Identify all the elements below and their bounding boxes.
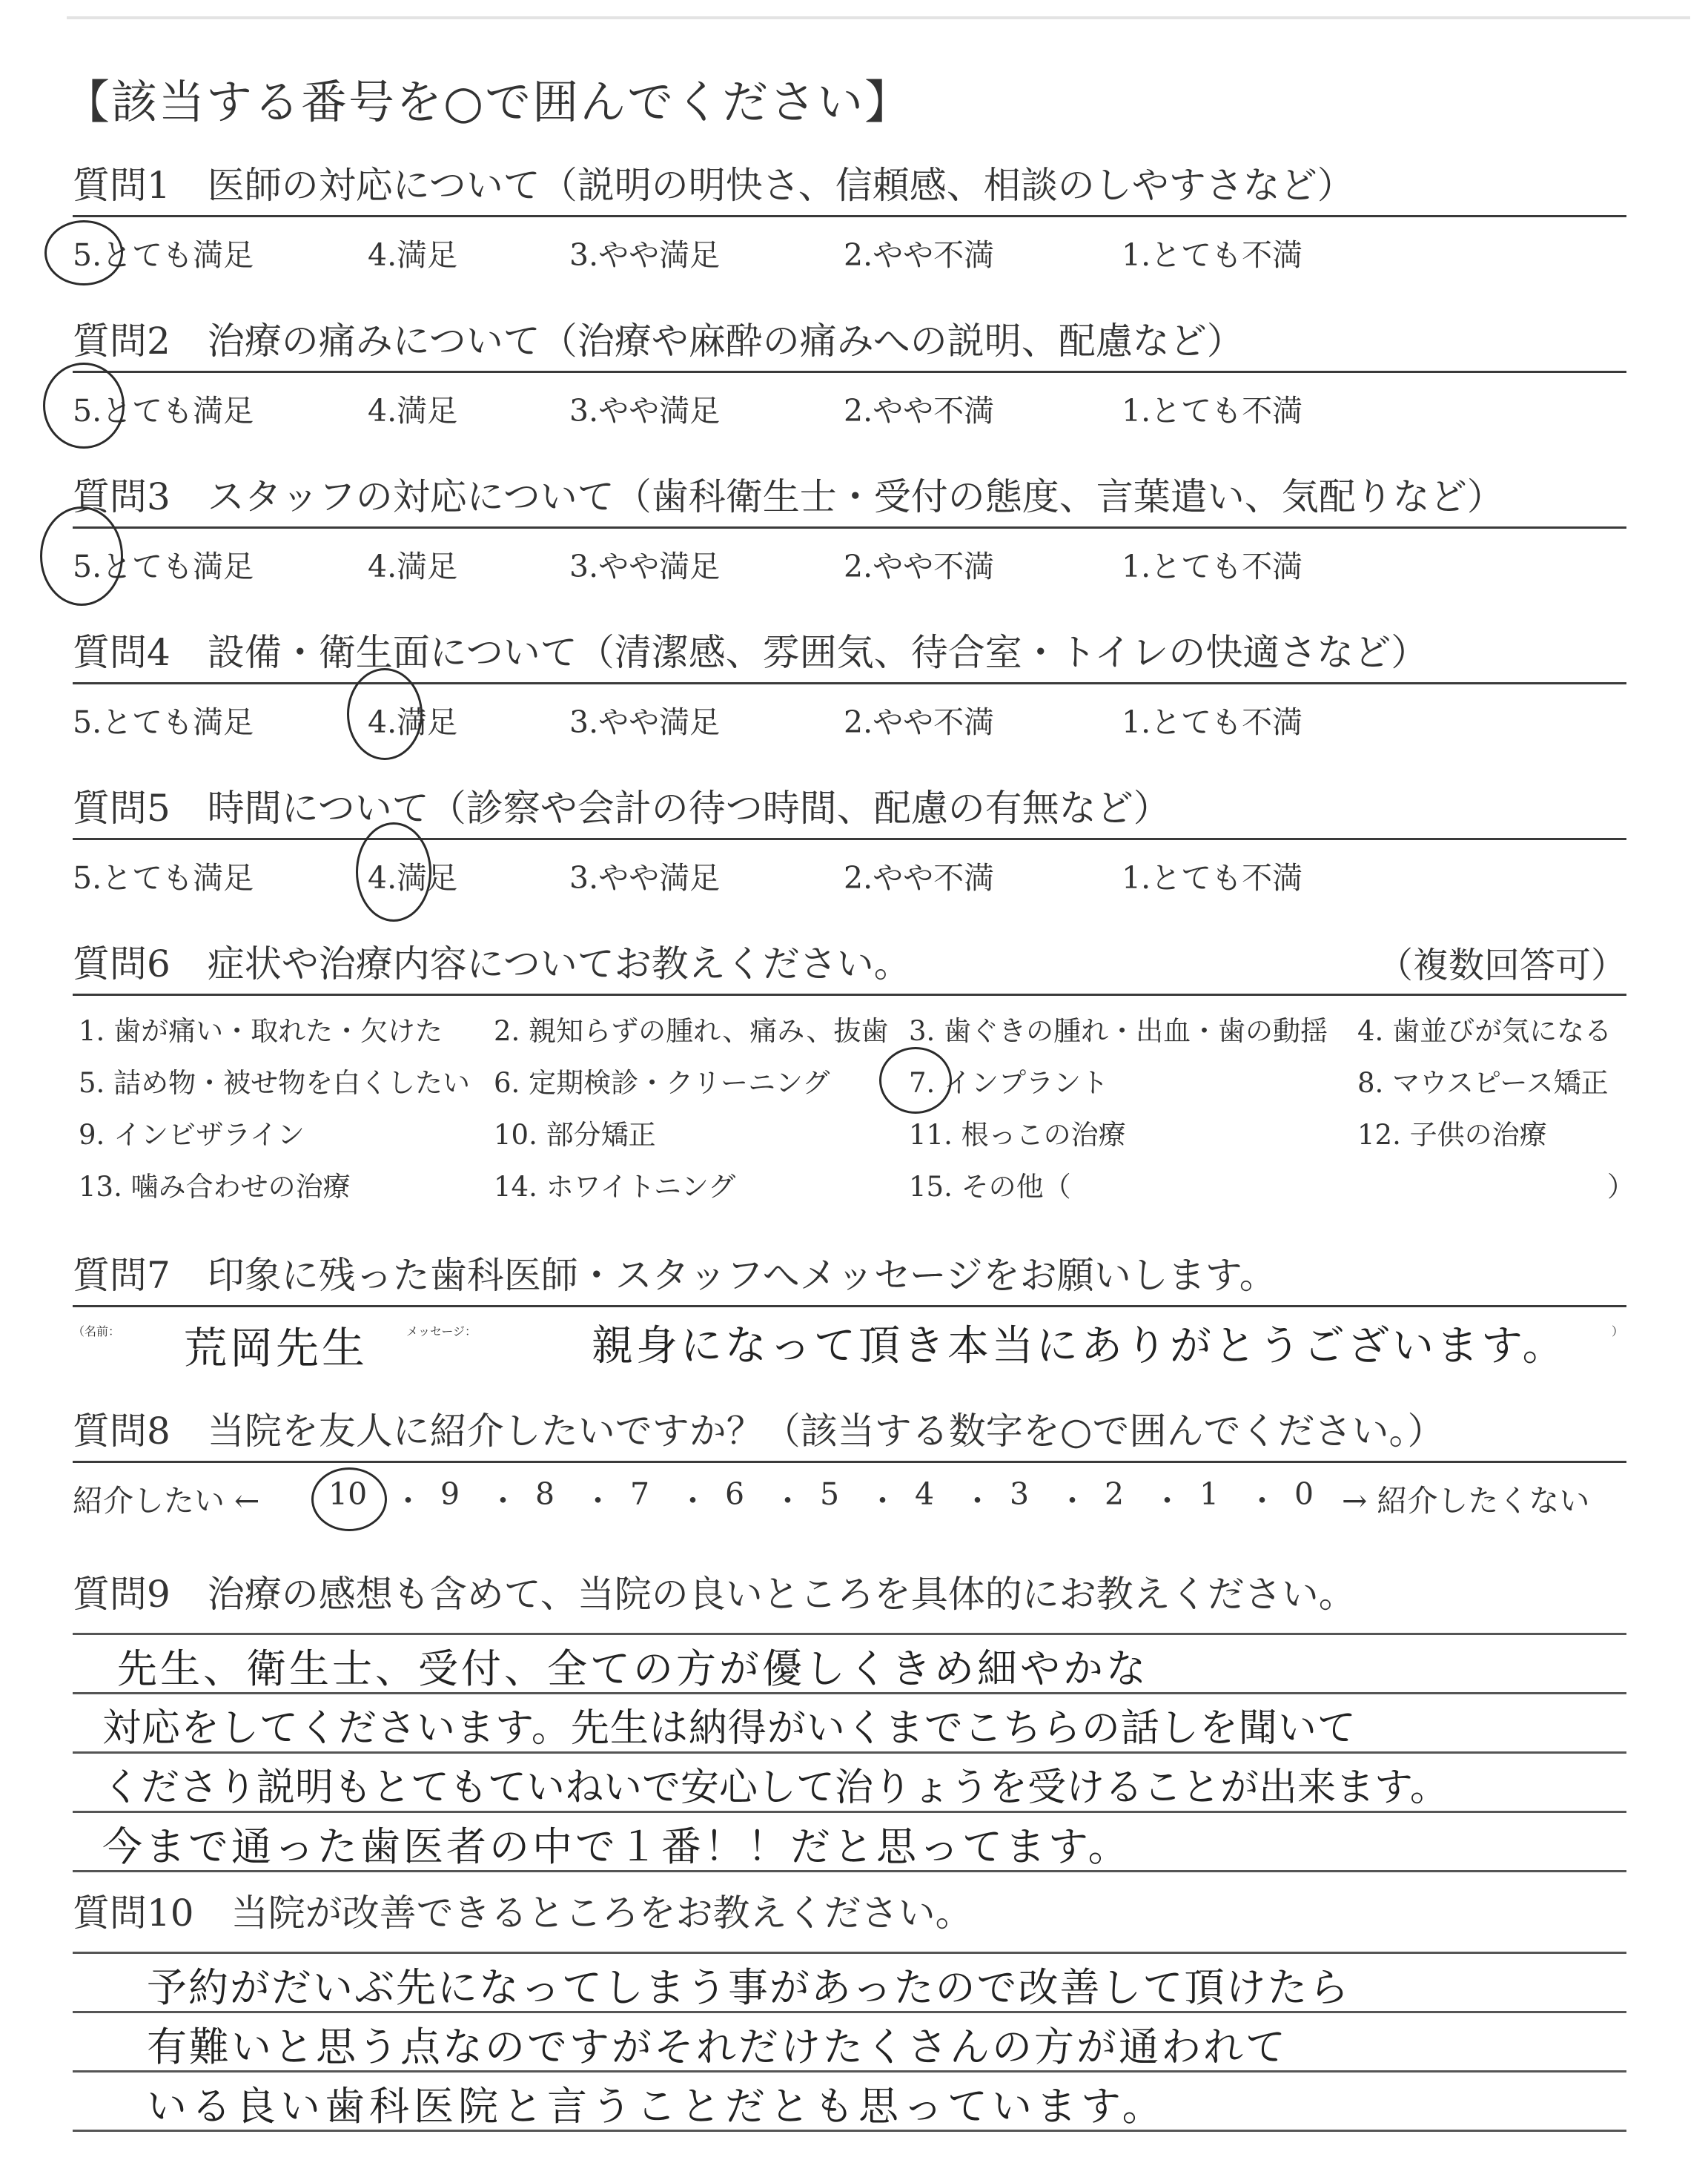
question-4: [73, 623, 1626, 751]
option-1[interactable]: 1.とても不満: [1122, 393, 1303, 429]
scale-dot: ・: [393, 1483, 423, 1519]
selected-circle: [40, 506, 123, 606]
question-1: [73, 156, 1626, 284]
question-header: [73, 1565, 1626, 1624]
symptom-option-3[interactable]: 3. 歯ぐきの腫れ・出血・歯の動揺: [909, 1015, 1328, 1047]
option-5[interactable]: 5.とても満足: [73, 704, 254, 740]
answer-line[interactable]: 有難いと思う点なのですがそれだけたくさんの方が通われて: [147, 2024, 1288, 2070]
scale-4[interactable]: 4: [915, 1476, 935, 1512]
not-recommend-label: → 紹介したくない: [1342, 1483, 1590, 1519]
scale-8[interactable]: 8: [535, 1476, 555, 1512]
question-header: [73, 467, 1626, 529]
scale-dot: ・: [678, 1483, 708, 1519]
answer-line[interactable]: いる良い歯科医院と言うことだとも思っています。: [147, 2083, 1167, 2130]
option-5[interactable]: 5.とても満足: [73, 237, 254, 273]
scale-dot: ・: [1247, 1483, 1277, 1519]
scale-7[interactable]: 7: [630, 1476, 650, 1512]
option-2[interactable]: 2.やや不満: [844, 704, 995, 740]
ruled-line: [73, 1633, 1626, 1635]
scale-9[interactable]: 9: [440, 1476, 460, 1512]
question-header: [73, 623, 1626, 684]
symptom-option-8[interactable]: 8. マウスピース矯正: [1357, 1067, 1609, 1099]
question-header: [73, 1401, 1626, 1463]
question-1-title: 質問1 医師の対応について（説明の明快さ、信頼感、相談のしやすさなど）: [73, 164, 1354, 207]
symptom-option-7[interactable]: 7. インプラント: [909, 1067, 1109, 1099]
other-close-paren: ）: [1607, 1171, 1635, 1203]
name-value[interactable]: 荒岡先生: [184, 1323, 368, 1373]
message-value[interactable]: 親身になって頂き本当にありがとうございます。: [592, 1322, 1567, 1370]
scale-3[interactable]: 3: [1010, 1476, 1030, 1512]
scale-dot: ・: [867, 1483, 898, 1519]
name-label: （名前：: [73, 1324, 121, 1338]
question-5-title: 質問5 時間について（診察や会計の待つ時間、配慮の有無など）: [73, 787, 1171, 830]
symptom-option-10[interactable]: 10. 部分矯正: [494, 1119, 656, 1151]
symptom-option-5[interactable]: 5. 詰め物・被せ物を白くしたい: [79, 1067, 471, 1099]
question-6: [73, 934, 1635, 1216]
question-9-title: 質問9 治療の感想も含めて、当院の良いところを具体的にお教えください。: [73, 1573, 1356, 1616]
question-8: [73, 1401, 1626, 1530]
rating-options: [73, 840, 1626, 907]
symptom-option-14[interactable]: 14. ホワイトニング: [494, 1171, 736, 1203]
option-5[interactable]: 5.とても満足: [73, 393, 254, 429]
page-title: 【該当する番号を○で囲んでください】: [64, 75, 913, 129]
option-1[interactable]: 1.とても不満: [1122, 704, 1303, 740]
scale-dot: ・: [772, 1483, 803, 1519]
option-3[interactable]: 3.やや満足: [569, 704, 721, 740]
option-3[interactable]: 3.やや満足: [569, 860, 721, 896]
message-close-paren: ）: [1612, 1324, 1624, 1338]
option-4[interactable]: 4.満足: [368, 393, 458, 429]
question-10-title: 質問10 当院が改善できるところをお教えください。: [73, 1892, 973, 1935]
question-header: [73, 1883, 1626, 1943]
question-5: [73, 779, 1626, 907]
selected-circle: [356, 822, 431, 922]
option-2[interactable]: 2.やや不満: [844, 549, 995, 584]
option-1[interactable]: 1.とても不満: [1122, 237, 1303, 273]
question-7: [73, 1246, 1626, 1374]
option-5[interactable]: 5.とても満足: [73, 860, 254, 896]
rating-options: [73, 373, 1626, 440]
option-4[interactable]: 4.満足: [368, 860, 458, 896]
question-2-title: 質問2 治療の痛みについて（治療や麻酔の痛みへの説明、配慮など）: [73, 320, 1244, 363]
answer-line[interactable]: 対応をしてくださいます。先生は納得がいくまでこちらの話しを聞いて: [102, 1706, 1357, 1751]
selected-circle: [347, 668, 423, 760]
scale-6[interactable]: 6: [725, 1476, 745, 1512]
question-9: [73, 1565, 1626, 1870]
question-6-title: 質問6 症状や治療内容についてお教えください。: [73, 942, 911, 985]
answer-line[interactable]: 先生、衛生士、受付、全ての方が優しくきめ細やかな: [117, 1645, 1149, 1692]
question-3: [73, 467, 1626, 595]
scale-5[interactable]: 5: [820, 1476, 840, 1512]
answer-line[interactable]: 今まで通った歯医者の中で１番！！だと思ってます。: [102, 1823, 1131, 1870]
scale-dot: ・: [1057, 1483, 1088, 1519]
option-2[interactable]: 2.やや不満: [844, 860, 995, 896]
symptom-option-12[interactable]: 12. 子供の治療: [1357, 1119, 1547, 1151]
recommend-scale: [73, 1463, 1626, 1530]
option-5[interactable]: 5.とても満足: [73, 549, 254, 584]
option-3[interactable]: 3.やや満足: [569, 393, 721, 429]
rating-options: [73, 684, 1626, 751]
question-10: [73, 1883, 1626, 2150]
symptom-option-6[interactable]: 6. 定期検診・クリーニング: [494, 1067, 830, 1099]
scale-2[interactable]: 2: [1105, 1476, 1125, 1512]
scale-10[interactable]: 10: [328, 1476, 368, 1512]
symptom-option-11[interactable]: 11. 根っこの治療: [909, 1119, 1126, 1151]
symptom-option-13[interactable]: 13. 噛み合わせの治療: [79, 1171, 351, 1203]
scale-dot: ・: [488, 1483, 518, 1519]
selected-circle: [44, 220, 123, 285]
option-3[interactable]: 3.やや満足: [569, 549, 721, 584]
ruled-line: [73, 1952, 1626, 1954]
question-2: [73, 311, 1626, 440]
symptom-option-2[interactable]: 2. 親知らずの腫れ、痛み、抜歯: [494, 1015, 889, 1047]
rating-options: [73, 217, 1626, 284]
answer-line[interactable]: くださり説明もとてもていねいで安心して治りょうを受けることが出来ます。: [102, 1766, 1449, 1810]
option-4[interactable]: 4.満足: [368, 237, 458, 273]
symptom-option-4[interactable]: 4. 歯並びが気になる: [1357, 1015, 1612, 1047]
symptom-option-1[interactable]: 1. 歯が痛い・取れた・欠けた: [79, 1015, 443, 1047]
scale-dot: ・: [1152, 1483, 1182, 1519]
selected-circle: [879, 1047, 952, 1114]
rating-options: [73, 529, 1626, 595]
option-2[interactable]: 2.やや不満: [844, 393, 995, 429]
scale-0[interactable]: 0: [1294, 1476, 1314, 1512]
question-4-title: 質問4 設備・衛生面について（清潔感、雰囲気、待合室・トイレの快適さなど）: [73, 631, 1429, 674]
answer-line[interactable]: 予約がだいぶ先になってしまう事があったので改善して頂けたら: [147, 1964, 1351, 2011]
option-4[interactable]: 4.満足: [368, 704, 458, 740]
question-7-title: 質問7 印象に残った歯科医師・スタッフへメッセージをお願いします。: [73, 1254, 1277, 1297]
top-border: [67, 16, 1690, 19]
selected-circle: [43, 363, 125, 449]
symptom-option-9[interactable]: 9. インビザライン: [79, 1119, 305, 1151]
scale-1[interactable]: 1: [1199, 1476, 1219, 1512]
option-1[interactable]: 1.とても不満: [1122, 549, 1303, 584]
question-header: [73, 1246, 1626, 1307]
option-4[interactable]: 4.満足: [368, 549, 458, 584]
option-2[interactable]: 2.やや不満: [844, 237, 995, 273]
scale-dot: ・: [962, 1483, 993, 1519]
question-8-title: 質問8 当院を友人に紹介したいですか？（該当する数字を○で囲んでください。）: [73, 1410, 1445, 1453]
question-3-title: 質問3 スタッフの対応について（歯科衛生士・受付の態度、言葉遣い、気配りなど）: [73, 475, 1504, 518]
symptom-option-15[interactable]: 15. その他（: [909, 1171, 1071, 1203]
recommend-label: 紹介したい ←: [73, 1483, 260, 1519]
selected-circle: [311, 1467, 387, 1531]
question-header: [73, 311, 1626, 373]
option-3[interactable]: 3.やや満足: [569, 237, 721, 273]
message-label: メッセージ：: [406, 1324, 477, 1338]
multiple-answer-note: （複数回答可）: [1377, 945, 1626, 986]
option-1[interactable]: 1.とても不満: [1122, 860, 1303, 896]
scale-dot: ・: [583, 1483, 613, 1519]
question-header: [73, 779, 1626, 840]
question-header: [73, 934, 1626, 996]
question-header: [73, 156, 1626, 217]
message-row: [73, 1307, 1626, 1374]
